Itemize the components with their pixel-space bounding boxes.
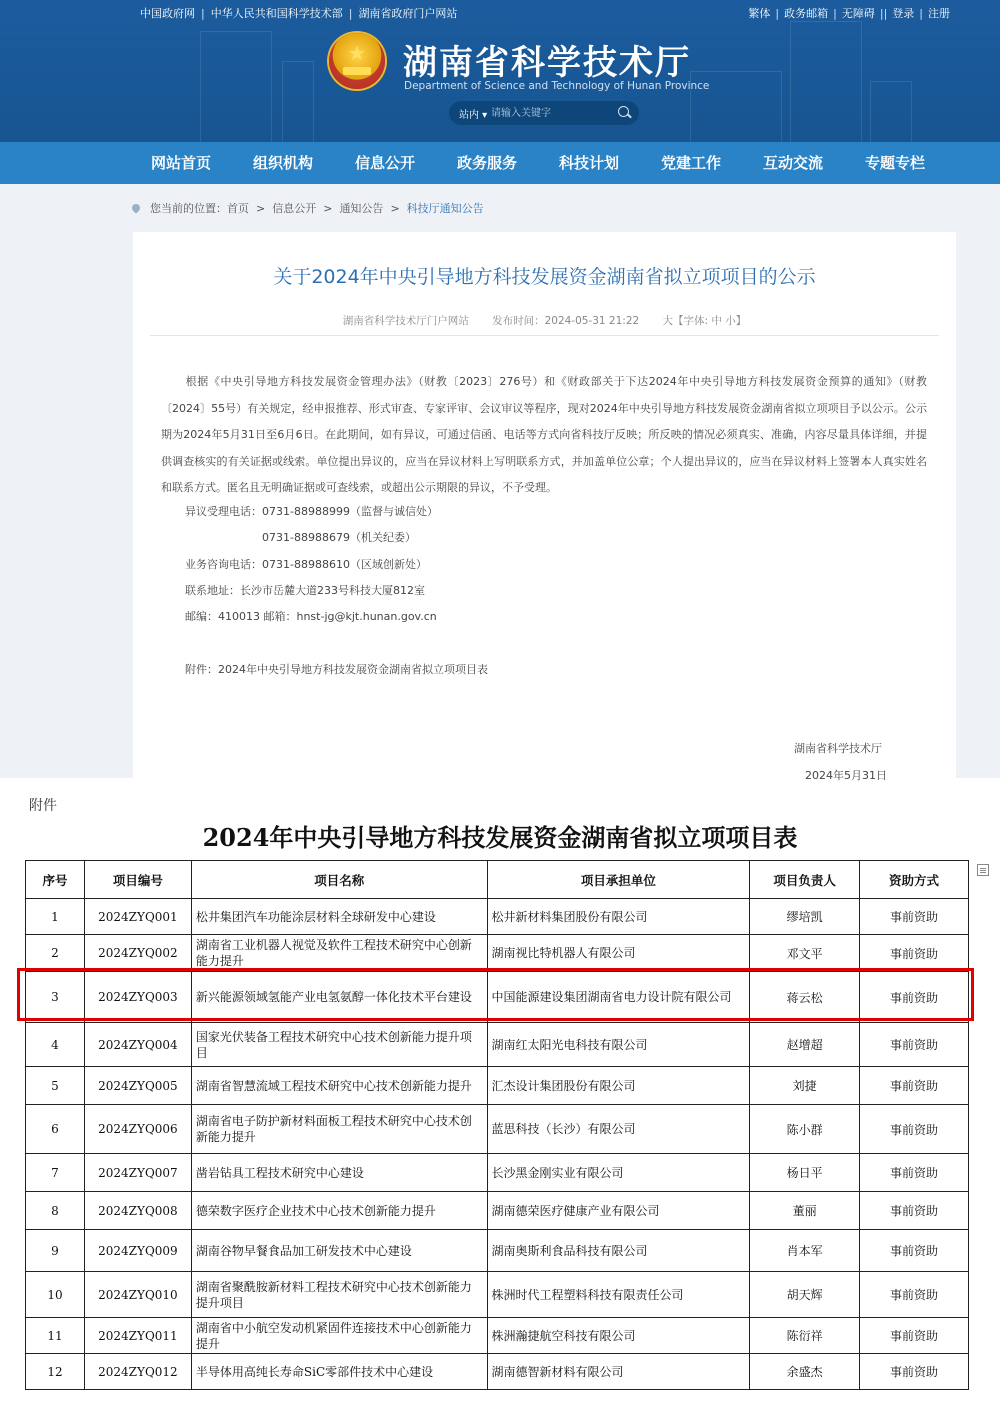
cell-project-name: 湖南省中小航空发动机紧固件连接技术中心创新能力提升 <box>191 1318 487 1354</box>
cell-funding: 事前资助 <box>860 1318 969 1354</box>
project-table <box>25 860 969 1390</box>
cell-code: 2024ZYQ002 <box>84 935 191 972</box>
cell-leader: 蒋云松 <box>750 972 860 1023</box>
emblem-base-icon <box>343 67 371 75</box>
site-subtitle: Department of Science and Technology of Hunan Province <box>404 80 710 92</box>
search-input[interactable] <box>491 105 611 121</box>
table-row <box>26 899 969 935</box>
cell-funding: 事前资助 <box>860 1272 969 1318</box>
cell-index: 1 <box>26 899 85 935</box>
breadcrumb-home[interactable]: 首页 <box>227 202 249 215</box>
cell-funding: 事前资助 <box>860 1067 969 1105</box>
cell-organization: 湖南德智新材料有限公司 <box>487 1354 750 1390</box>
nav-item-special-columns[interactable]: 专题专栏 <box>865 154 926 172</box>
star-icon: ★ <box>348 41 366 65</box>
cell-leader: 刘捷 <box>750 1067 860 1105</box>
header-building-decoration <box>200 31 272 142</box>
cell-code: 2024ZYQ009 <box>84 1230 191 1272</box>
link-traditional[interactable]: 繁体 <box>748 7 771 20</box>
table-row <box>26 1318 969 1354</box>
column-header: 项目承担单位 <box>487 861 750 899</box>
cell-leader: 胡天辉 <box>750 1272 860 1318</box>
national-emblem-icon <box>329 33 385 89</box>
cell-project-name: 国家光伏装备工程技术研究中心技术创新能力提升项目 <box>191 1023 487 1067</box>
cell-organization: 湖南奥斯利食品科技有限公司 <box>487 1230 750 1272</box>
nav-item-party-building[interactable]: 党建工作 <box>661 154 722 172</box>
cell-code: 2024ZYQ007 <box>84 1154 191 1192</box>
column-header: 项目负责人 <box>750 861 860 899</box>
cell-organization: 松井新材料集团股份有限公司 <box>487 899 750 935</box>
link-mailbox[interactable]: 政务邮箱 <box>784 7 829 20</box>
article-paragraph: 根据《中央引导地方科技发展资金管理办法》（财教〔2023〕276号）和《财政部关于下达2024年中央引导地方科技发展资金预算的通知》（财教〔2024〕55号）有关规定，经申报推荐、形式审查、专家评审、会议审议等程序，现对2024年中央引导地方科技发展资金湖南省拟立项项目予以公示。 <box>161 375 927 415</box>
cell-organization: 长沙黑金刚实业有限公司 <box>487 1154 750 1192</box>
table-row <box>26 1023 969 1067</box>
breadcrumb-current[interactable]: 科技厅通知公告 <box>406 202 484 215</box>
cell-project-name: 半导体用高纯长寿命SiC零部件技术中心建设 <box>191 1354 487 1390</box>
cell-project-name: 湖南省智慧流域工程技术研究中心技术创新能力提升 <box>191 1067 487 1105</box>
nav-item-info-disclosure[interactable]: 信息公开 <box>355 154 416 172</box>
table-row <box>26 1192 969 1230</box>
cell-index: 12 <box>26 1354 85 1390</box>
cell-index: 11 <box>26 1318 85 1354</box>
cell-project-name: 凿岩钻具工程技术研究中心建设 <box>191 1154 487 1192</box>
cell-funding: 事前资助 <box>860 1105 969 1154</box>
chevron-right-icon: > <box>323 202 333 215</box>
header-building-decoration <box>870 81 912 142</box>
annex-label: 附件 <box>29 798 57 814</box>
article-paragraph: 公示期为2024年5月31日至6月6日。在此期间，如有异议，可通过信函、电话等方式向省科技厅反映；所反映的情况必须真实、准确，内容尽量具体详细，并提供调查核实的有关证据或线索。单位提出异议的，应当在异议材料上写明联系方式，并加盖单位公章；个人提出异议的，应当在异议材料上签署本人真实姓名和联系方式。匿名且无明确证据或可查线索，或超出公示期限的异议，不予受理。 <box>161 401 927 494</box>
column-header: 项目编号 <box>84 861 191 899</box>
breadcrumb-info[interactable]: 信息公开 <box>272 202 317 215</box>
cell-code: 2024ZYQ011 <box>84 1318 191 1354</box>
consult-tel: 业务咨询电话：0731-88988610（区域创新处） <box>185 558 427 571</box>
cell-project-name: 松井集团汽车功能涂层材料全球研发中心建设 <box>191 899 487 935</box>
top-links <box>140 5 457 21</box>
chevron-right-icon: > <box>390 202 400 215</box>
cell-index: 5 <box>26 1067 85 1105</box>
cell-project-name: 德荣数字医疗企业技术中心技术创新能力提升 <box>191 1192 487 1230</box>
link-accessibility[interactable]: 无障碍 <box>841 7 875 20</box>
link-hunan-gov[interactable]: 湖南省政府门户网站 <box>358 7 458 20</box>
cell-leader: 杨日平 <box>750 1154 860 1192</box>
article-title: 关于2024年中央引导地方科技发展资金湖南省拟立项项目的公示 <box>273 266 816 288</box>
divider <box>150 335 939 336</box>
cell-index: 10 <box>26 1272 85 1318</box>
breadcrumb <box>132 200 484 216</box>
cell-leader: 陈小群 <box>750 1105 860 1154</box>
column-header: 项目名称 <box>191 861 487 899</box>
cell-code: 2024ZYQ004 <box>84 1023 191 1067</box>
cell-leader: 缪培凯 <box>750 899 860 935</box>
cell-funding: 事前资助 <box>860 1230 969 1272</box>
article-source: 湖南省科学技术厅门户网站 <box>342 315 469 327</box>
cell-code: 2024ZYQ001 <box>84 899 191 935</box>
cell-organization: 蓝思科技（长沙）有限公司 <box>487 1105 750 1154</box>
divider: || <box>879 7 888 20</box>
signature: 湖南省科学技术厅 <box>794 742 882 755</box>
table-row <box>26 1354 969 1390</box>
cell-organization: 株洲瀚捷航空科技有限公司 <box>487 1318 750 1354</box>
link-gov-cn[interactable]: 中国政府网 <box>140 7 195 20</box>
main-nav <box>0 142 1000 184</box>
article-panel <box>133 232 956 782</box>
divider: | <box>919 7 923 20</box>
cell-funding: 事前资助 <box>860 935 969 972</box>
column-header: 资助方式 <box>860 861 969 899</box>
cell-funding: 事前资助 <box>860 1023 969 1067</box>
contact-tel-1: 异议受理电话：0731-88988999（监督与诚信处） <box>185 505 438 518</box>
divider: | <box>833 7 837 20</box>
attachment-link[interactable]: 附件：2024年中央引导地方科技发展资金湖南省拟立项项目表 <box>185 663 488 676</box>
table-row <box>26 1154 969 1192</box>
cell-leader: 余盛杰 <box>750 1354 860 1390</box>
breadcrumb-notices[interactable]: 通知公告 <box>339 202 384 215</box>
cell-index: 7 <box>26 1154 85 1192</box>
cell-project-name: 湖南省工业机器人视觉及软件工程技术研究中心创新能力提升 <box>191 935 487 972</box>
user-links <box>748 5 950 21</box>
cell-leader: 邓文平 <box>750 935 860 972</box>
column-header: 序号 <box>26 861 85 899</box>
cell-index: 8 <box>26 1192 85 1230</box>
cell-project-name: 湖南省聚酰胺新材料工程技术研究中心技术创新能力提升项目 <box>191 1272 487 1318</box>
nav-item-sci-plans[interactable]: 科技计划 <box>559 154 620 172</box>
header-building-decoration <box>790 21 862 142</box>
table-row <box>26 1067 969 1105</box>
link-register[interactable]: 注册 <box>928 7 950 20</box>
nav-item-home[interactable]: 网站首页 <box>151 154 212 172</box>
annex-title: 2024年中央引导地方科技发展资金湖南省拟立项项目表 <box>202 823 798 852</box>
highlight-box <box>17 968 974 1021</box>
article-meta <box>133 313 956 328</box>
search-icon[interactable] <box>618 106 629 117</box>
article-publish-time: 发布时间：2024-05-31 21:22 <box>492 315 640 327</box>
cell-index: 6 <box>26 1105 85 1154</box>
divider: | <box>201 7 205 20</box>
table-row <box>26 935 969 972</box>
cell-code: 2024ZYQ008 <box>84 1192 191 1230</box>
cell-funding: 事前资助 <box>860 1154 969 1192</box>
breadcrumb-label: 您当前的位置： <box>150 202 227 215</box>
cell-index: 4 <box>26 1023 85 1067</box>
cell-leader: 陈衍祥 <box>750 1318 860 1354</box>
cell-index: 2 <box>26 935 85 972</box>
divider: | <box>775 7 780 20</box>
cell-code: 2024ZYQ012 <box>84 1354 191 1390</box>
table-menu-icon[interactable] <box>977 864 989 876</box>
cell-funding: 事前资助 <box>860 1192 969 1230</box>
cell-funding: 事前资助 <box>860 899 969 935</box>
article-body <box>161 369 927 502</box>
nav-item-gov-services[interactable]: 政务服务 <box>457 154 518 172</box>
cell-organization: 中国能源建设集团湖南省电力设计院有限公司 <box>487 972 750 1023</box>
cell-project-name: 湖南谷物早餐食品加工研发技术中心建设 <box>191 1230 487 1272</box>
cell-project-name: 湖南省电子防护新材料面板工程技术研究中心技术创新能力提升 <box>191 1105 487 1154</box>
cell-organization: 湖南视比特机器人有限公司 <box>487 935 750 972</box>
cell-organization: 湖南红太阳光电科技有限公司 <box>487 1023 750 1067</box>
cell-index: 9 <box>26 1230 85 1272</box>
location-pin-icon <box>130 202 141 213</box>
table-header-row <box>26 861 969 899</box>
postal-email: 邮编：410013 邮箱：hnst-jg@kjt.hunan.gov.cn <box>185 610 437 623</box>
font-size-control[interactable]: 大【字体: 中 小】 <box>662 315 747 327</box>
table-row <box>26 1105 969 1154</box>
site-header <box>0 0 1000 142</box>
cell-leader: 肖本军 <box>750 1230 860 1272</box>
contact-tel-2: 0731-88988679（机关纪委） <box>262 531 416 544</box>
cell-index: 3 <box>26 972 85 1023</box>
cell-code: 2024ZYQ003 <box>84 972 191 1023</box>
nav-item-organization[interactable]: 组织机构 <box>253 154 314 172</box>
link-most[interactable]: 中华人民共和国科学技术部 <box>210 7 343 20</box>
cell-code: 2024ZYQ005 <box>84 1067 191 1105</box>
search-bar <box>449 101 639 125</box>
link-login[interactable]: 登录 <box>892 7 915 20</box>
cell-project-name: 新兴能源领域氢能产业电氢氨醇一体化技术平台建设 <box>191 972 487 1023</box>
cell-organization: 株洲时代工程塑料科技有限责任公司 <box>487 1272 750 1318</box>
cell-funding: 事前资助 <box>860 972 969 1023</box>
cell-organization: 汇杰设计集团股份有限公司 <box>487 1067 750 1105</box>
cell-leader: 赵增超 <box>750 1023 860 1067</box>
cell-funding: 事前资助 <box>860 1354 969 1390</box>
cell-organization: 湖南德荣医疗健康产业有限公司 <box>487 1192 750 1230</box>
header-building-decoration <box>282 61 314 142</box>
table-row <box>26 1230 969 1272</box>
chevron-right-icon: > <box>256 202 266 215</box>
contact-address: 联系地址：长沙市岳麓大道233号科技大厦812室 <box>185 584 425 597</box>
nav-item-interaction[interactable]: 互动交流 <box>763 154 824 172</box>
cell-code: 2024ZYQ010 <box>84 1272 191 1318</box>
cell-code: 2024ZYQ006 <box>84 1105 191 1154</box>
signature-date: 2024年5月31日 <box>805 769 887 782</box>
search-scope-dropdown[interactable]: 站内 ▾ <box>459 110 488 121</box>
divider: | <box>348 7 353 20</box>
site-title[interactable]: 湖南省科学技术厅 <box>403 43 691 83</box>
cell-leader: 董丽 <box>750 1192 860 1230</box>
table-row <box>26 1272 969 1318</box>
